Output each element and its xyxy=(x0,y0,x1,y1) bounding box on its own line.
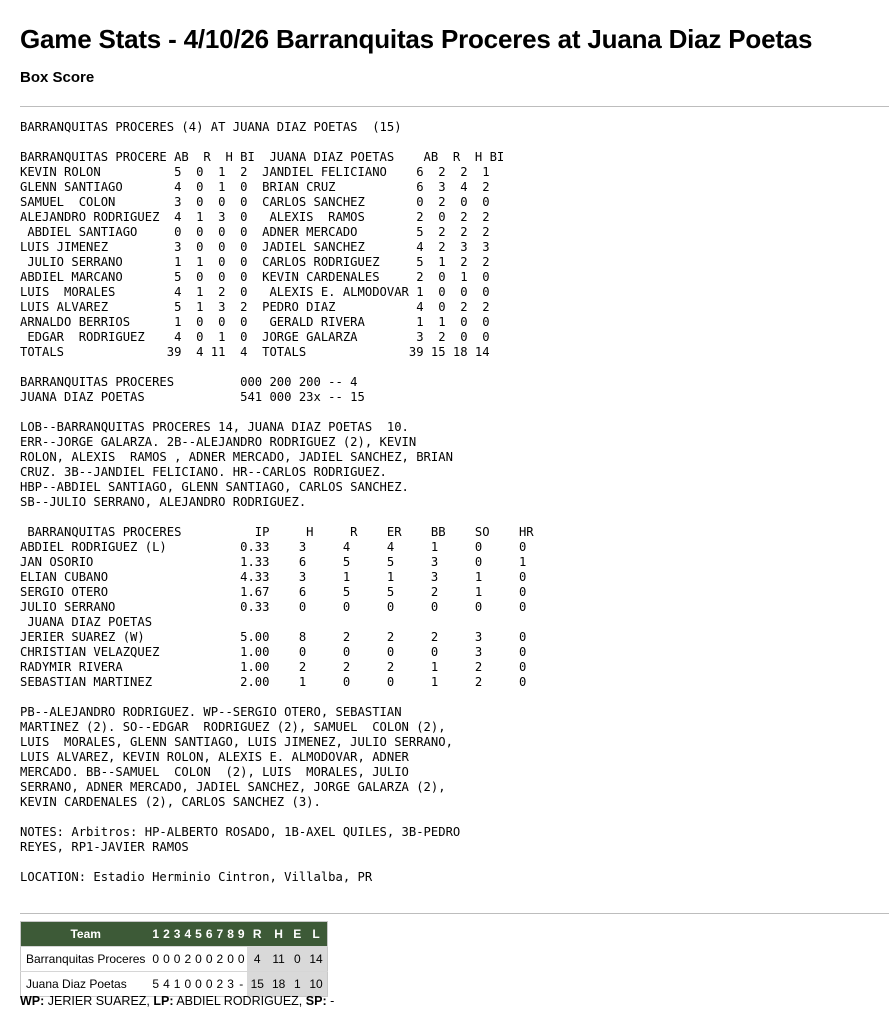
lp-value: ABDIEL RODRIGUEZ, xyxy=(176,994,303,1008)
page-title: Game Stats - 4/10/26 Barranquitas Proceres at Juana Diaz Poetas xyxy=(20,24,813,54)
inning-score: 5 xyxy=(150,972,161,997)
header-inning-8: 8 xyxy=(225,922,236,947)
team-name: Juana Diaz Poetas xyxy=(21,972,151,997)
inning-score: - xyxy=(236,972,247,997)
header-inning-6: 6 xyxy=(204,922,215,947)
inning-score: 0 xyxy=(172,947,183,972)
team-name: Barranquitas Proceres xyxy=(21,947,151,972)
box-score-heading: Box Score xyxy=(20,69,95,86)
wp-value: JERIER SUAREZ, xyxy=(47,994,150,1008)
inning-score: 0 xyxy=(236,947,247,972)
header-runs: R xyxy=(247,922,268,947)
inning-score: 1 xyxy=(172,972,183,997)
linescore-table xyxy=(20,921,328,997)
inning-score: 0 xyxy=(204,947,215,972)
wp-label: WP: xyxy=(20,994,45,1008)
runs-total: 4 xyxy=(247,947,268,972)
header-lob: L xyxy=(305,922,327,947)
sp-label: SP: xyxy=(305,994,327,1008)
header-inning-3: 3 xyxy=(172,922,183,947)
inning-score: 0 xyxy=(193,972,204,997)
inning-score: 0 xyxy=(225,947,236,972)
linescore-row-home xyxy=(21,972,328,997)
header-inning-2: 2 xyxy=(161,922,172,947)
inning-score: 0 xyxy=(193,947,204,972)
lp-label: LP: xyxy=(153,994,174,1008)
bottom-divider xyxy=(20,913,889,914)
header-errors: E xyxy=(289,922,305,947)
hits-total: 18 xyxy=(268,972,289,997)
errors-total: 0 xyxy=(289,947,305,972)
inning-score: 0 xyxy=(204,972,215,997)
linescore-header-row xyxy=(21,922,328,947)
inning-score: 4 xyxy=(161,972,172,997)
inning-score: 0 xyxy=(182,972,193,997)
header-inning-7: 7 xyxy=(215,922,226,947)
header-team: Team xyxy=(21,922,151,947)
inning-score: 2 xyxy=(215,972,226,997)
top-divider xyxy=(20,106,889,107)
header-inning-4: 4 xyxy=(182,922,193,947)
inning-score: 0 xyxy=(150,947,161,972)
linescore-row-away xyxy=(21,947,328,972)
errors-total: 1 xyxy=(289,972,305,997)
runs-total: 15 xyxy=(247,972,268,997)
inning-score: 2 xyxy=(215,947,226,972)
header-inning-1: 1 xyxy=(150,922,161,947)
header-inning-9: 9 xyxy=(236,922,247,947)
box-score-text: BARRANQUITAS PROCERES (4) AT JUANA DIAZ POETAS (15) BARRANQUITAS PROCERE AB R H BI JUANA DIAZ POETAS AB R H BI KEVIN ROLON 5 0 1 2 JANDIEL FELICIANO 6 2 2 1 GLENN SANTIAGO 4 0 1 0 BRIAN CRUZ 6 3 4 2 SAMUEL COLON 3 0 0 0 CARLOS SANCHEZ 0 2 0 0 ALEJANDRO RODRIGUEZ 4 1 3 0 ALEXIS RAMOS 2 0 2 2 ABDIEL SANTIAGO 0 0 0 0 ADNER MERCADO 5 2 2 2 LUIS JIMENEZ 3 0 0 0 JADIEL SANCHEZ 4 2 3 3 JULIO SERRANO 1 1 0 0 CARLOS RODRIGUEZ 5 1 2 2 ABDIEL MARCANO 5 0 0 0 KEVIN CARDENALES 2 0 1 0 LUIS MORALES 4 1 2 0 ALEXIS E. ALMODOVAR 1 0 0 0 LUIS ALVAREZ 5 1 3 2 PEDRO DIAZ 4 0 2 2 ARNALDO BERRIOS 1 0 0 0 GERALD RIVERA 1 1 0 0 EDGAR RODRIGUEZ 4 0 1 0 JORGE GALARZA 3 2 0 0 TOTALS 39 4 11 4 TOTALS 39 15 18 14 BARRANQUITAS PROCERES 000 200 200 -- 4 JUANA DIAZ POETAS 541 000 23x -- 15 LOB--BARRANQUITAS PROCERES 14, JUANA DIAZ POETAS 10. ERR--JORGE GALARZA. 2B--ALEJANDRO RODRIGUEZ (2), KEVIN ROLON, ALEXIS RAMOS , ADNER MERCADO, JADIEL SANCHEZ, BRIAN CRUZ. 3B--JANDIEL FELICIANO. HR--CARLOS RODRIGUEZ. HBP--ABDIEL SANTIAGO, GLENN SANTIAGO, CARLOS SANCHEZ. SB--JULIO SERRANO, ALEJANDRO RODRIGUEZ. BARRANQUITAS PROCERES IP H R ER BB SO HR ABDIEL RODRIGUEZ (L) 0.33 3 4 4 1 0 0 JAN OSORIO 1.33 6 5 5 3 0 1 ELIAN CUBANO 4.33 3 1 1 3 1 0 SERGIO OTERO 1.67 6 5 5 2 1 0 JULIO SERRANO 0.33 0 0 0 0 0 0 JUANA DIAZ POETAS JERIER SUAREZ (W) 5.00 8 2 2 2 3 0 CHRISTIAN VELAZQUEZ 1.00 0 0 0 0 3 0 RADYMIR RIVERA 1.00 2 2 2 1 2 0 SEBASTIAN MARTINEZ 2.00 1 0 0 1 2 0 PB--ALEJANDRO RODRIGUEZ. WP--SERGIO OTERO, SEBASTIAN MARTINEZ (2). SO--EDGAR RODRIGUEZ (2), SAMUEL COLON (2), LUIS MORALES, GLENN SANTIAGO, LUIS JIMENEZ, JULIO SERRANO, LUIS ALVAREZ, KEVIN ROLON, ALEXIS E. ALMODOVAR, ADNER MERCADO. BB--SAMUEL COLON (2), LUIS MORALES, JULIO SERRANO, ADNER MERCADO, JADIEL SANCHEZ, JORGE GALARZA (2), KEVIN CARDENALES (2), CARLOS SANCHEZ (3). NOTES: Arbitros: HP-ALBERTO ROSADO, 1B-AXEL QUILES, 3B-PEDRO REYES, RP1-JAVIER RAMOS LOCATION: Estadio Herminio Cintron, Villalba, PR xyxy=(20,120,534,884)
lob-total: 14 xyxy=(305,947,327,972)
lob-total: 10 xyxy=(305,972,327,997)
hits-total: 11 xyxy=(268,947,289,972)
inning-score: 3 xyxy=(225,972,236,997)
header-hits: H xyxy=(268,922,289,947)
sp-value: - xyxy=(330,994,335,1008)
inning-score: 0 xyxy=(161,947,172,972)
inning-score: 2 xyxy=(182,947,193,972)
pitcher-decisions xyxy=(20,994,334,1008)
header-inning-5: 5 xyxy=(193,922,204,947)
